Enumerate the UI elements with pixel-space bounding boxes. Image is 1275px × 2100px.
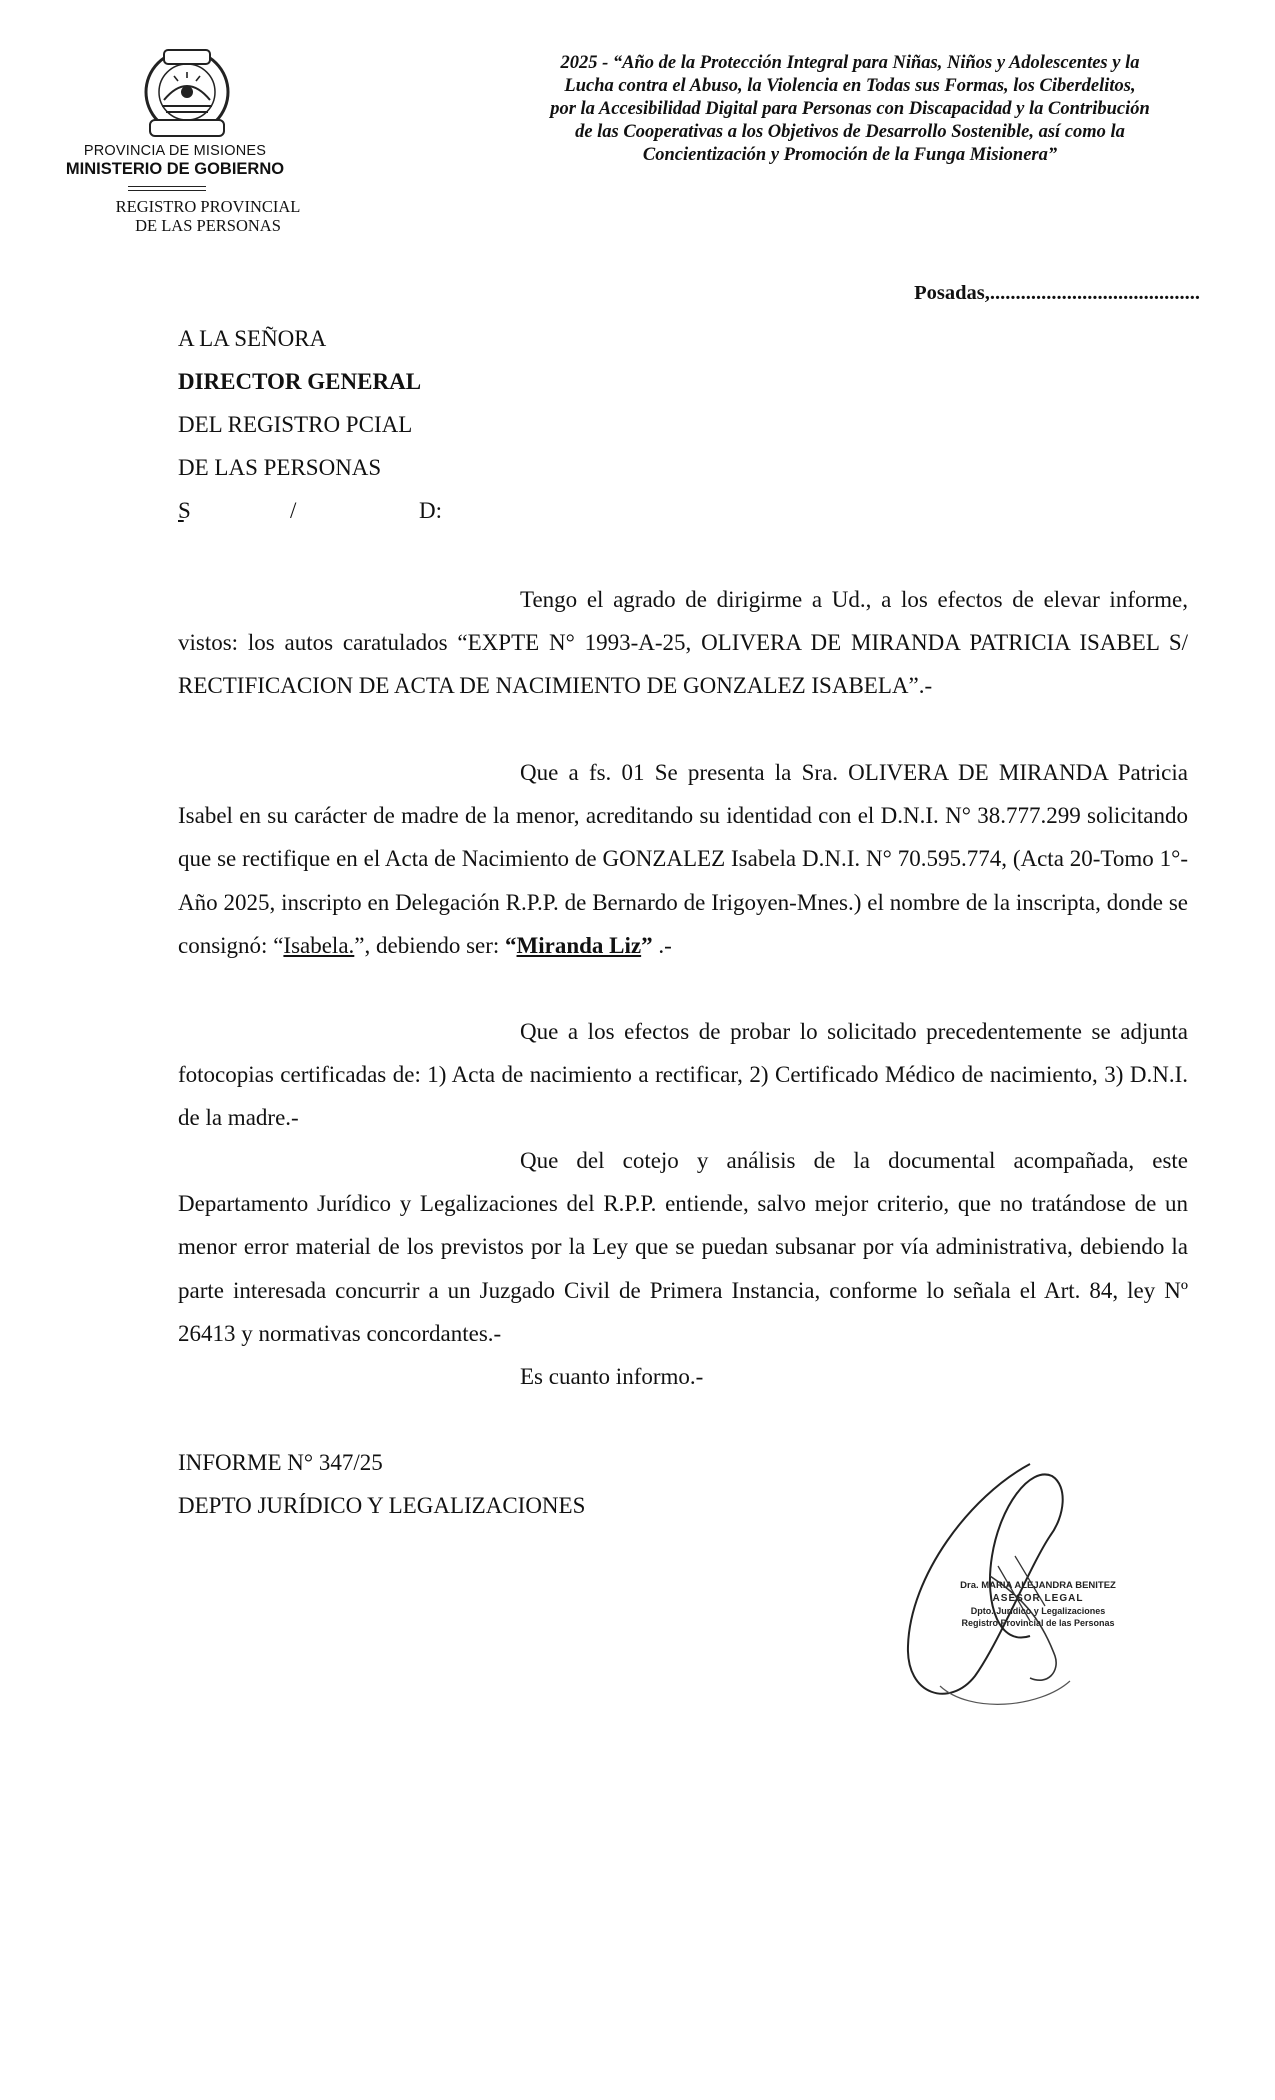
new-name: Miranda Liz [516, 932, 642, 958]
registry-name-line2: DE LAS PERSONAS [135, 216, 281, 235]
quote-close: ” [641, 932, 653, 958]
motto-line: por la Accesibilidad Digital para Personas con Discapacidad y la Contribución [550, 99, 1150, 119]
date-line: Posadas,......................................... [914, 282, 1200, 304]
paragraph-4 [178, 1139, 1188, 1398]
sd-slash: / [290, 498, 297, 523]
motto-line: de las Cooperativas a los Objetivos de Desarrollo Sostenible, así como la [575, 122, 1125, 142]
year-motto [500, 52, 1200, 167]
stamp-department: Dpto. Jurídico y Legalizaciones [970, 1606, 1106, 1616]
ministry-name: MINISTERIO DE GOBIERNO [65, 160, 285, 178]
sd-line [178, 496, 445, 526]
paragraph-1-text: Tengo el agrado de dirigirme a Ud., a los efectos de elevar informe, vistos: los autos caratulados “EXPTE N° 1993-A-25, OLIVERA DE MIRANDA PATRICIA ISABEL S/ RECTIFICACION DE ACTA DE NACIMIENTO DE GONZALEZ ISABELA”.- [178, 587, 1188, 699]
divider [128, 186, 206, 187]
report-department: DEPTO JURÍDICO Y LEGALIZACIONES [178, 1493, 586, 1518]
paragraph-2 [178, 751, 1188, 967]
paragraph-2-text [178, 751, 1188, 967]
closing-line: Es cuanto informo.- [520, 1364, 704, 1390]
stamp-registry: Registro Provincial de las Personas [961, 1618, 1115, 1628]
stamp-title: ASESOR LEGAL [992, 1593, 1084, 1604]
divider [128, 190, 206, 191]
paragraph-3 [178, 1010, 1188, 1140]
addressee-line4: DE LAS PERSONAS [178, 455, 382, 480]
motto-line: Concientización y Promoción de la Funga Misionera” [642, 145, 1058, 165]
paragraph-2-part-b: ”, debiendo ser: [354, 932, 506, 958]
province-name: PROVINCIA DE MISIONES [83, 143, 267, 159]
addressee-line1: A LA SEÑORA [178, 326, 327, 351]
quote-open: “ [505, 932, 517, 958]
paragraph-1 [178, 578, 1188, 708]
paragraph-4-text: Que del cotejo y análisis de la documental acompañada, este Departamento Jurídico y Legalizaciones del R.P.P. entiende, salvo mejor criterio, que no tratándose de un menor error material de los previstos por la Ley que se puedan subsanar por vía administrativa, debiendo la parte interesada concurrir a un Juzgado Civil de Primera Instancia, conforme lo señala el Art. 84, ley Nº 26413 y normativas concordantes.- [178, 1148, 1188, 1346]
sd-s: S [178, 498, 191, 523]
old-name: Isabela. [283, 932, 355, 958]
addressee-line3: DEL REGISTRO PCIAL [178, 412, 413, 437]
stamp-name: Dra. MARIA ALEJANDRA BENITEZ [960, 1580, 1116, 1591]
registry-name-line1: REGISTRO PROVINCIAL [115, 197, 301, 216]
addressee-title: DIRECTOR GENERAL [178, 369, 422, 394]
paragraph-2-part-a: Que a fs. 01 Se presenta la Sra. OLIVERA DE MIRANDA Patricia Isabel en su carácter de madre de la menor, acreditando su identidad con el D.N.I. N° 38.777.299 solicitando que se rectifique en el Acta de Nacimiento de GONZALEZ Isabela D.N.I. N° 70.595.774, (Acta 20-Tomo 1°-Año 2025, inscripto en Delegación R.P.P. de Bernardo de Irigoyen-Mnes.) el nombre de la inscripta, donde se consignó: “ [178, 760, 1188, 958]
motto-line: 2025 - “Año de la Protección Integral para Niñas, Niños y Adolescentes y la [560, 53, 1140, 73]
paragraph-2-end: .- [652, 932, 672, 958]
sd-d: D: [419, 498, 442, 523]
province-seal [142, 48, 232, 140]
paragraph-3-text: Que a los efectos de probar lo solicitado precedentemente se adjunta fotocopias certificadas de: 1) Acta de nacimiento a rectificar, 2) Certificado Médico de nacimiento, 3) D.N.I. de la madre.- [178, 1019, 1188, 1131]
report-number: INFORME N° 347/25 [178, 1450, 383, 1475]
motto-line: Lucha contra el Abuso, la Violencia en Todas sus Formas, los Ciberdelitos, [564, 76, 1136, 96]
